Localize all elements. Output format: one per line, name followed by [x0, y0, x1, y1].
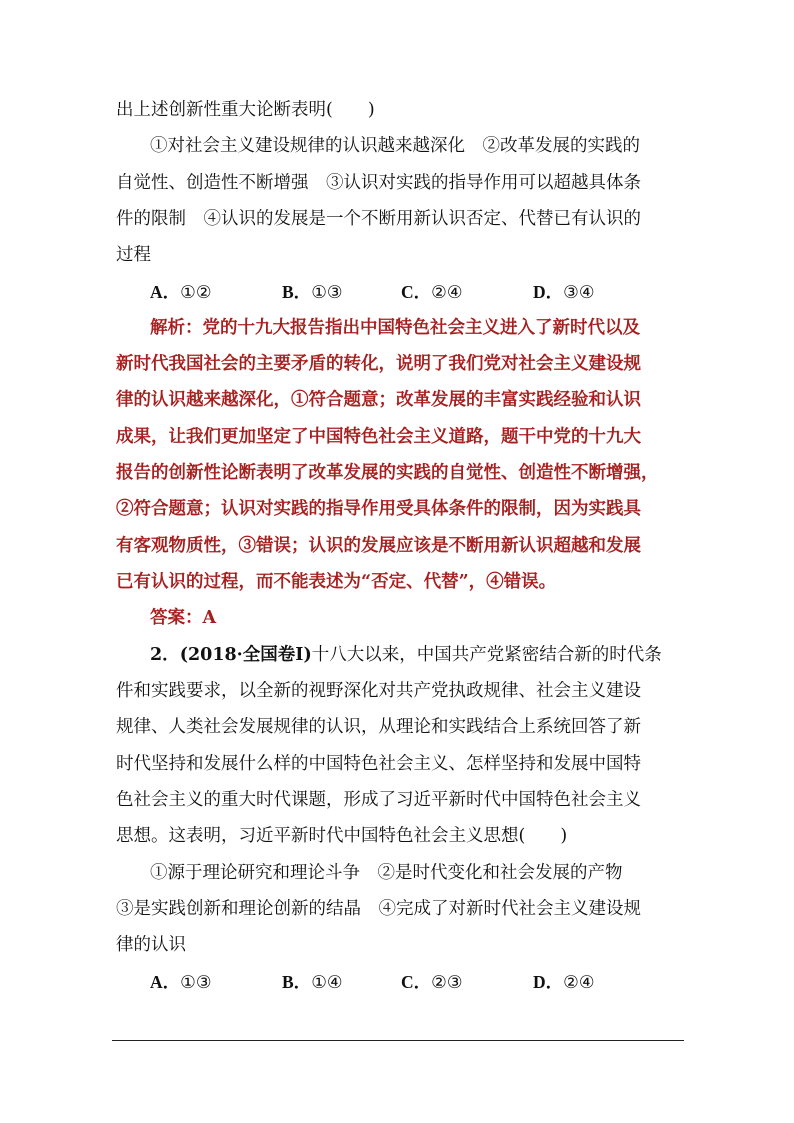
q2-stem-line: 规律、人类社会发展规律的认识，从理论和实践结合上系统回答了新	[116, 717, 641, 737]
q2-option-b	[282, 970, 343, 995]
q2-stem-line: 思想。这表明，习近平新时代中国特色社会主义思想( )	[116, 826, 568, 846]
q1-statement-line: 自觉性、创造性不断增强 ③认识对实践的指导作用可以超越具体条	[116, 173, 641, 193]
q1-analysis-line: 报告的创新性论断表明了改革发展的实践的自觉性、创造性不断增强，	[116, 463, 659, 483]
q2-option-c	[401, 970, 463, 995]
q1-analysis-line: ②符合题意；认识对实践的指导作用受具体条件的限制，因为实践具	[116, 499, 641, 519]
q1-analysis-line: 律的认识越来越深化，①符合题意；改革发展的丰富实践经验和认识	[116, 390, 641, 410]
option-text: ①③	[180, 973, 212, 993]
analysis-label: 解析：	[150, 318, 203, 338]
q1-statement-line: ①对社会主义建设规律的认识越来越深化 ②改革发展的实践的	[150, 136, 640, 156]
q1-analysis-line: 成果，让我们更加坚定了中国特色社会主义道路，题干中党的十九大	[116, 427, 641, 447]
answer-label: 答案：	[150, 608, 203, 628]
q2-stem-line: 件和实践要求，以全新的视野深化对共产党执政规律、社会主义建设	[116, 681, 641, 701]
option-text: ②③	[431, 973, 463, 993]
q2-stem-text: 十八大以来，中国共产党紧密结合新的时代条	[311, 645, 662, 665]
q1-analysis-line: 已有认识的过程，而不能表述为“否定、代替”，④错误。	[116, 572, 557, 592]
option-text: ①④	[311, 973, 343, 993]
option-letter: B．	[282, 972, 312, 992]
q2-statement-line: 律的认识	[116, 935, 186, 955]
option-letter: C．	[401, 972, 432, 992]
option-letter: D．	[533, 282, 564, 302]
option-text: ②④	[563, 973, 595, 993]
q1-analysis-line: 新时代我国社会的主要矛盾的转化，说明了我们党对社会主义建设规	[116, 354, 641, 374]
q2-statement-line: ③是实践创新和理论创新的结晶 ④完成了对新时代社会主义建设规	[116, 899, 641, 919]
q1-option-d	[533, 280, 595, 305]
answer-value: A	[202, 608, 217, 628]
q2-number: 2．	[150, 645, 180, 665]
q1-stem-line: 出上述创新性重大论断表明( )	[116, 100, 375, 120]
q1-option-b	[282, 280, 343, 305]
q1-answer	[150, 606, 686, 630]
q1-analysis-first-line	[150, 316, 686, 340]
option-letter: D．	[533, 972, 564, 992]
q1-statement-line: 件的限制 ④认识的发展是一个不断用新认识否定、代替已有认识的	[116, 209, 641, 229]
option-text: ①②	[180, 283, 212, 303]
q1-statement-line: 过程	[116, 245, 151, 265]
footer-divider	[112, 1040, 684, 1041]
q2-option-a	[150, 970, 212, 995]
option-text: ②④	[431, 283, 463, 303]
q1-option-c	[401, 280, 463, 305]
q1-option-a	[150, 280, 212, 305]
option-letter: A．	[150, 282, 181, 302]
q2-stem-line: 时代坚持和发展什么样的中国特色社会主义、怎样坚持和发展中国特	[116, 754, 641, 774]
q2-stem-first-line	[150, 643, 686, 667]
q2-source: (2018·全国卷Ⅰ)	[179, 645, 312, 665]
q2-option-d	[533, 970, 595, 995]
option-letter: B．	[282, 282, 312, 302]
option-letter: A．	[150, 972, 181, 992]
q1-analysis-line: 有客观物质性，③错误；认识的发展应该是不断用新认识超越和发展	[116, 536, 641, 556]
q2-stem-line: 色社会主义的重大时代课题，形成了习近平新时代中国特色社会主义	[116, 790, 641, 810]
option-letter: C．	[401, 282, 432, 302]
option-text: ③④	[563, 283, 595, 303]
q2-statement-line: ①源于理论研究和理论斗争 ②是时代变化和社会发展的产物	[150, 863, 623, 883]
option-text: ①③	[311, 283, 343, 303]
analysis-text: 党的十九大报告指出中国特色社会主义进入了新时代以及	[202, 318, 640, 338]
